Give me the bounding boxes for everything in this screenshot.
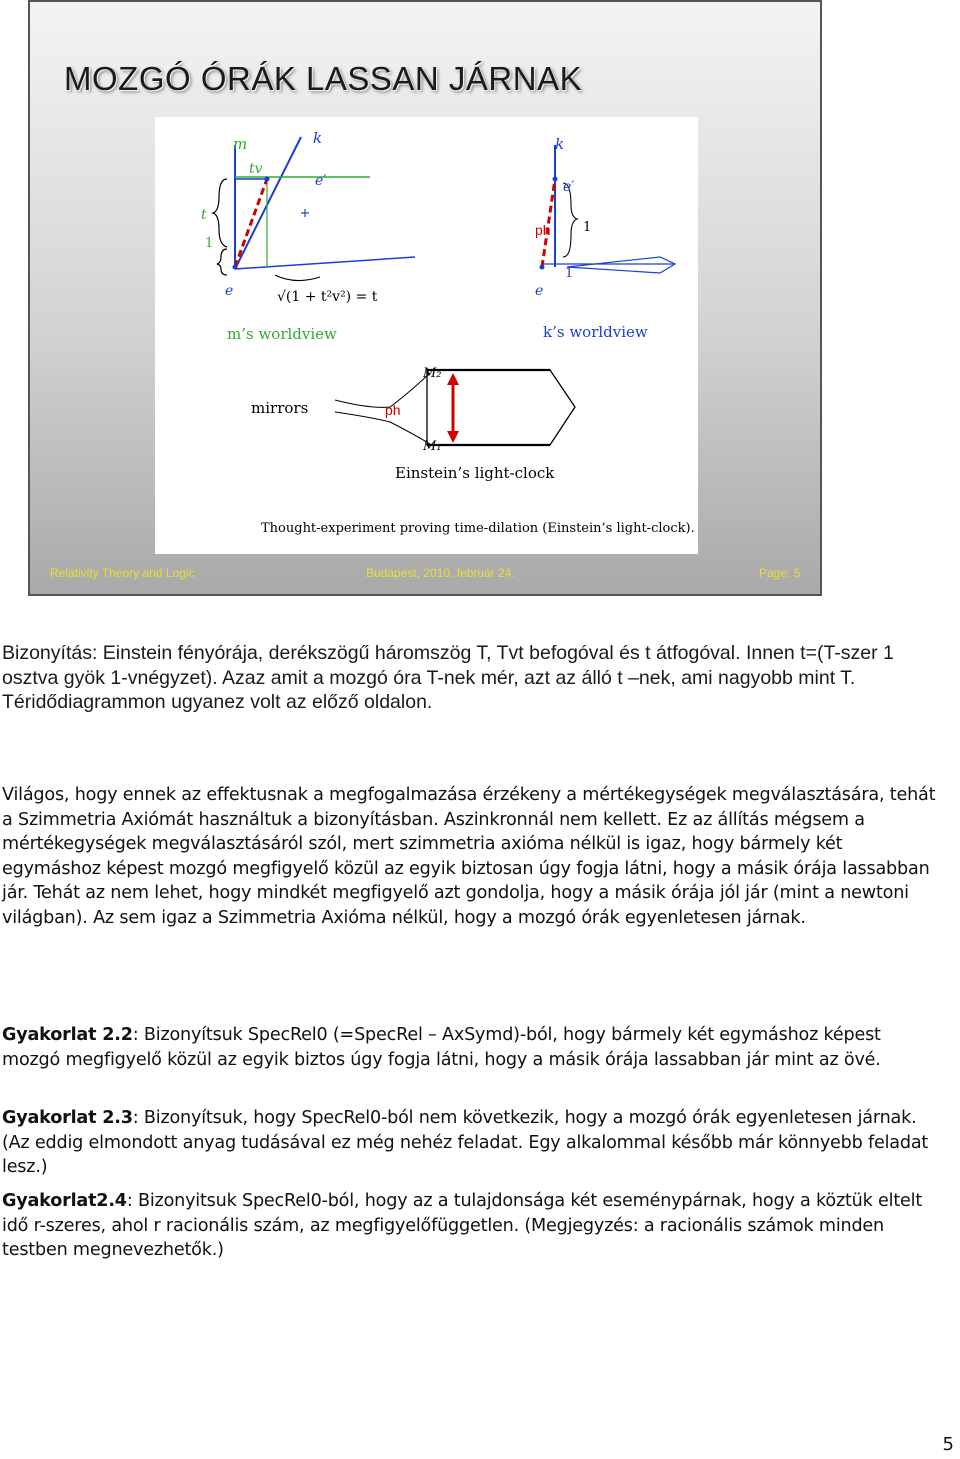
- light-path-m: [235, 179, 267, 267]
- exercise-2-3: [2, 1106, 942, 1180]
- page-number: 5: [942, 1434, 954, 1455]
- caption-light-clock: Einstein’s light-clock: [395, 464, 555, 482]
- t-brace: [213, 179, 227, 247]
- event-e-k: [540, 265, 545, 270]
- label-m: m: [233, 135, 248, 153]
- event-e-prime: [265, 177, 270, 182]
- slide-image: [28, 0, 822, 596]
- label-1: 1: [205, 236, 214, 251]
- footer-date: Budapest, 2010. február 24.: [366, 566, 515, 580]
- label-e: e: [225, 283, 234, 299]
- label-ph-clock: ph: [385, 402, 401, 418]
- photon-arrow-up: [447, 373, 459, 385]
- event-e: [233, 265, 238, 270]
- exercise-text: : Bizonyítsuk SpecRel0 (=SpecRel – AxSymd)-ból, hogy bármely két egymáshoz képest mozgó megfigyelő közül az egyik biztos úgy fogja látni, hogy a másik órája lassabban jár mint az övé.: [2, 1025, 881, 1070]
- light-clock-diagram: [251, 366, 575, 482]
- label-tv: tv: [249, 161, 263, 177]
- label-e-prime-right: e′: [563, 179, 575, 195]
- time-dilation-figure: [155, 117, 698, 554]
- label-1b-right: 1: [565, 266, 574, 281]
- label-ph-right: ph: [535, 222, 551, 238]
- exercise-text: : Bizonyitsuk SpecRel0-ból, hogy az a tulajdonsága két eseménypárnak, hogy a köztük eltelt idő r-szeres, ahol r racionális szám, az megfigyelőfüggetlen. (Megjegyzés: a racionális számok minden testben megnevezhetők.): [2, 1191, 923, 1260]
- k-worldline: [235, 137, 301, 269]
- exercise-label: Gyakorlat2.4: [2, 1191, 127, 1211]
- figure-panel: [155, 117, 698, 554]
- exercise-label: Gyakorlat 2.3: [2, 1108, 133, 1128]
- m-worldview-diagram: [201, 129, 415, 343]
- photon-arrow-down: [447, 431, 459, 443]
- mirror-pointer-bottom: [335, 412, 430, 444]
- label-k: k: [313, 129, 323, 147]
- symmetry-paragraph: Világos, hogy ennek az effektusnak a megfogalmazása érzékeny a mértékegységek megválasztására, tehát a Szimmetria Axiómát használtuk a bizonyításban. Aszinkronnál nem kellett. Ez az állítás mégsem a mértékegységek megválasztásáról szól, mert szimmetria axióma nélkül is igaz, hogy bármely két egymáshoz képest mozgó megfigyelő közül az egyik biztosan úgy fogja látni, hogy a másik órája lassabban jár. Tehát az nem lehet, hogy mindkét megfigyelő azt gondolja, hogy a másik órája jól jár (mint a newtoni világban). Az sem igaz a Szimmetria Axióma nélkül, hogy a mozgó órák egyenletesen járnak.: [2, 785, 936, 928]
- light-clock-small: [567, 257, 675, 273]
- caption-thought-experiment: Thought-experiment proving time-dilation (Einstein’s light-clock).: [261, 521, 695, 536]
- exercise-text: : Bizonyítsuk, hogy SpecRel0-ból nem következik, hogy a mozgó órák egyenletesen járnak. (Az eddig elmondott anyag tudásával ez még nehéz feladat. Egy alkalommal később már könnyebb feladat lesz.): [2, 1108, 929, 1177]
- label-t: t: [201, 207, 207, 223]
- slide-title: MOZGÓ ÓRÁK LASSAN JÁRNAK: [64, 60, 583, 97]
- caption-k-worldview: k’s worldview: [543, 323, 648, 341]
- label-e-prime: e′: [315, 173, 327, 189]
- label-1-right: 1: [583, 220, 592, 235]
- k-worldview-diagram: [535, 135, 675, 341]
- event-e-prime-k: [553, 177, 558, 182]
- label-mirrors: mirrors: [251, 399, 309, 417]
- one-brace: [217, 249, 227, 275]
- mirror-pointer-top: [335, 373, 430, 407]
- exercise-2-4: [2, 1189, 942, 1263]
- label-k-right: k: [555, 135, 565, 153]
- footer-course: Relativity Theory and Logic: [50, 566, 195, 580]
- label-m1: M₁: [423, 439, 442, 454]
- slide-footer: [30, 564, 820, 586]
- footer-page: Page: 5: [759, 566, 801, 580]
- hyp-brace: [275, 275, 320, 281]
- label-formula: √(1 + t²v²) = t: [277, 289, 378, 305]
- simultaneity-line-m: [235, 257, 415, 269]
- exercise-label: Gyakorlat 2.2: [2, 1025, 133, 1045]
- exercise-2-2: [2, 1023, 942, 1072]
- caption-m-worldview: m’s worldview: [227, 325, 337, 343]
- label-m2: M₂: [423, 366, 442, 381]
- label-e-right: e: [535, 283, 544, 299]
- proof-paragraph: Bizonyítás: Einstein fényórája, derékszögű háromszög T, Tvt befogóval és t átfogóval. Innen t=(T-szer 1 osztva gyök 1-vnégyzet). Azaz amit a mozgó óra T-nek mér, azt az álló t –nek, ami nagyobb mint T. Téridődiagrammon ugyanez volt az előző oldalon.: [2, 642, 894, 713]
